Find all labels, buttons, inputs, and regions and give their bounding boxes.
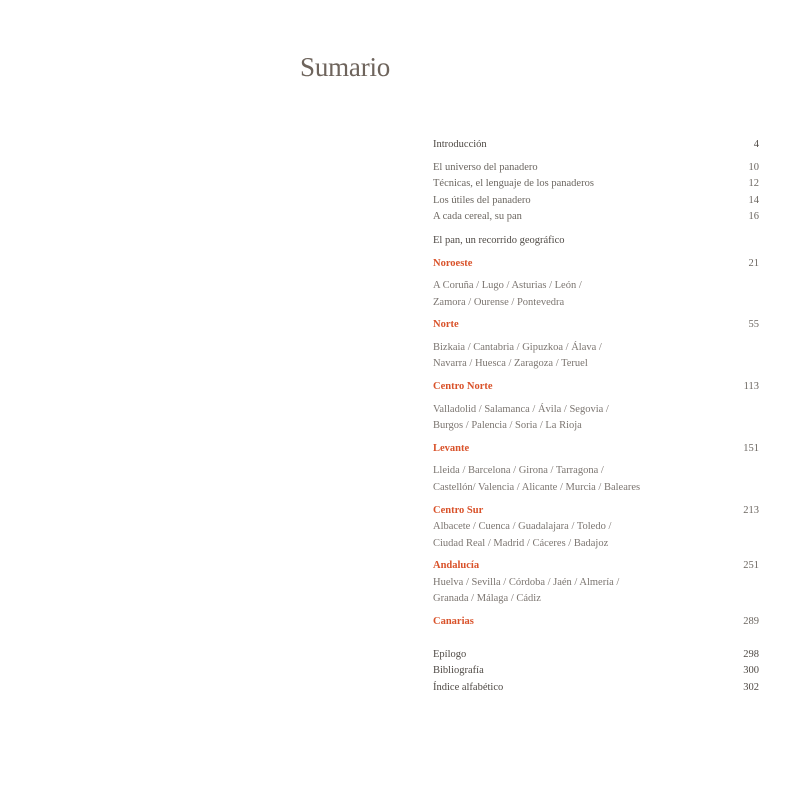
toc-entry-label: El universo del panadero [433,162,538,173]
region-provinces-line: Lleida / Barcelona / Girona / Tarragona / [433,465,604,476]
region-provinces-line: Valladolid / Salamanca / Ávila / Segovia / [433,404,609,415]
region-name: Centro Norte [433,381,493,392]
toc-entry-page: 298 [743,649,759,660]
toc-entry[interactable] [433,210,759,224]
toc-entry-label: Índice alfabético [433,682,504,693]
toc-entry-intro[interactable] [433,138,759,152]
toc-region-centro-norte[interactable] [433,380,759,394]
region-page: 213 [743,505,759,516]
region-provinces-line: Albacete / Cuenca / Guadalajara / Toledo / [433,521,612,532]
toc-entry-label: Técnicas, el lenguaje de los panaderos [433,178,594,189]
toc-entry-page: 4 [753,139,759,150]
toc-entry-page: 14 [748,195,759,206]
toc-region-centro-sur[interactable] [433,504,759,518]
toc-entry-label: Epílogo [433,649,467,660]
region-provinces-line: Bizkaia / Cantabria / Gipuzkoa / Álava / [433,342,602,353]
toc-entry-label: Bibliografía [433,665,484,676]
region-provinces-line: Huelva / Sevilla / Córdoba / Jaén / Almería / [433,577,620,588]
region-name: Canarias [433,616,474,627]
region-provinces-line: Zamora / Ourense / Pontevedra [433,297,565,308]
toc-entry-page: 10 [748,162,759,173]
toc-entry-label: El pan, un recorrido geográfico [433,235,565,246]
toc-entry-epilogue[interactable] [433,648,759,662]
region-page: 113 [743,381,759,392]
toc-entry-page: 16 [748,211,759,222]
toc-region-canarias[interactable] [433,615,759,629]
region-provinces-line: Burgos / Palencia / Soria / La Rioja [433,420,582,431]
region-page: 251 [743,560,759,571]
region-page: 21 [748,258,759,269]
toc-region-levante[interactable] [433,442,759,456]
region-name: Noroeste [433,258,473,269]
region-name: Norte [433,319,459,330]
toc-region-norte[interactable] [433,318,759,332]
toc-region-andalucia[interactable] [433,559,759,573]
region-name: Centro Sur [433,505,484,516]
region-page: 151 [743,443,759,454]
toc-entry-page: 12 [748,178,759,189]
region-provinces-line: Castellón/ Valencia / Alicante / Murcia / Baleares [433,482,641,493]
page-title: Sumario [300,52,391,82]
region-provinces-line: Granada / Málaga / Cádiz [433,593,541,604]
toc-part-heading[interactable] [433,234,759,248]
toc-entry-page: 300 [743,665,759,676]
toc-entry-label: Introducción [433,139,487,150]
region-page: 289 [743,616,759,627]
toc-entry-bibliography[interactable] [433,664,759,678]
region-page: 55 [748,319,759,330]
toc-entry-page: 302 [743,682,759,693]
region-name: Levante [433,443,470,454]
toc-entry-index[interactable] [433,681,759,695]
region-provinces-line: A Coruña / Lugo / Asturias / León / [433,280,582,291]
toc-region-noroeste[interactable] [433,257,759,271]
toc-entry[interactable] [433,161,759,175]
toc-entry[interactable] [433,177,759,191]
region-provinces-line: Navarra / Huesca / Zaragoza / Teruel [433,358,588,369]
toc-entry-label: A cada cereal, su pan [433,211,522,222]
toc-entry-label: Los útiles del panadero [433,195,531,206]
toc-entry[interactable] [433,194,759,208]
region-name: Andalucía [433,560,480,571]
region-provinces-line: Ciudad Real / Madrid / Cáceres / Badajoz [433,538,609,549]
